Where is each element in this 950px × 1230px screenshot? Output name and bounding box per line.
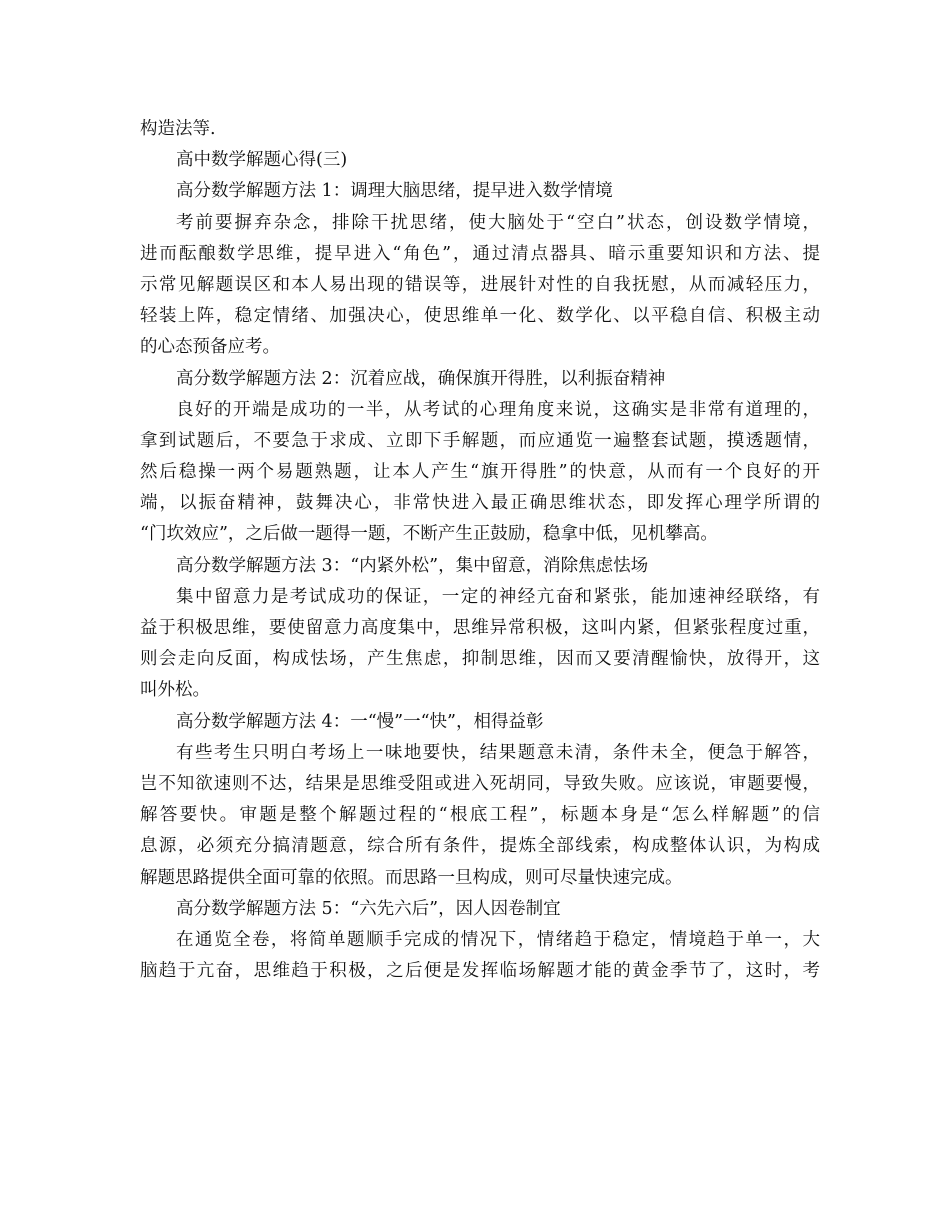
section-title: 高中数学解题心得(三) (176, 150, 348, 171)
text-line: 构造法等. (140, 119, 216, 139)
text-line: 则会走向反面，构成怯场，产生焦虑，抑制思维，因而又要清醒愉快，放得开，这 (140, 649, 820, 670)
text-line: 岂不知欲速则不达，结果是思维受阻或进入死胡同，导致失败。应该说，审题要慢， (140, 773, 820, 794)
text-line: 轻装上阵，稳定情绪、加强决心，使思维单一化、数学化、以平稳自信、积极主动 (140, 306, 820, 327)
text-line: 脑趋于亢奋，思维趋于积极，之后便是发挥临场解题才能的黄金季节了，这时，考 (140, 961, 820, 982)
method-heading: 高分数学解题方法 5：“六先六后”，因人因卷制宜 (176, 898, 561, 919)
text-line: 解答要快。审题是整个解题过程的“根底工程”，标题本身是“怎么样解题”的信 (140, 805, 820, 826)
text-line: 示常见解题误区和本人易出现的错误等，进展针对性的自我抚慰，从而减轻压力， (140, 274, 820, 295)
method-heading: 高分数学解题方法 3：“内紧外松”，集中留意，消除焦虑怯场 (176, 555, 649, 576)
text-line: 解题思路提供全面可靠的依照。而思路一旦构成，则可尽量快速完成。 (140, 867, 683, 888)
document-body (140, 114, 820, 987)
method-heading: 高分数学解题方法 4：一“慢”一“快”，相得益彰 (176, 711, 544, 732)
text-line: 集中留意力是考试成功的保证，一定的神经亢奋和紧张，能加速神经联络，有 (176, 586, 820, 607)
text-line: 端，以振奋精神，鼓舞决心，非常快进入最正确思维状态，即发挥心理学所谓的 (140, 493, 820, 514)
method-heading: 高分数学解题方法 2：沉着应战，确保旗开得胜，以利振奋精神 (176, 368, 666, 389)
text-line: 拿到试题后，不要急于求成、立即下手解题，而应通览一遍整套试题，摸透题情， (140, 430, 820, 451)
text-line: 息源，必须充分搞清题意，综合所有条件，提炼全部线索，构成整体认识，为构成 (140, 836, 820, 857)
text-line: 良好的开端是成功的一半，从考试的心理角度来说，这确实是非常有道理的， (176, 399, 820, 420)
text-line: 的心态预备应考。 (140, 337, 280, 358)
text-line: 益于积极思维，要使留意力高度集中，思维异常积极，这叫内紧，但紧张程度过重， (140, 618, 820, 638)
text-line: 进而酝酿数学思维，提早进入“角色”，通过清点器具、暗示重要知识和方法、提 (140, 243, 820, 264)
text-line: 然后稳操一两个易题熟题，让本人产生“旗开得胜”的快意，从而有一个良好的开 (140, 462, 820, 483)
text-line: 有些考生只明白考场上一味地要快，结果题意未清，条件未全，便急于解答， (176, 742, 820, 763)
text-line: 叫外松。 (140, 680, 210, 701)
text-line: 考前要摒弃杂念，排除干扰思绪，使大脑处于“空白”状态，创设数学情境， (176, 212, 820, 233)
method-heading: 高分数学解题方法 1：调理大脑思绪，提早进入数学情境 (176, 181, 613, 202)
text-line: 在通览全卷，将简单题顺手完成的情况下，情绪趋于稳定，情境趋于单一，大 (176, 929, 820, 950)
text-line: “门坎效应”，之后做一题得一题，不断产生正鼓励，稳拿中低，见机攀高。 (140, 524, 718, 545)
